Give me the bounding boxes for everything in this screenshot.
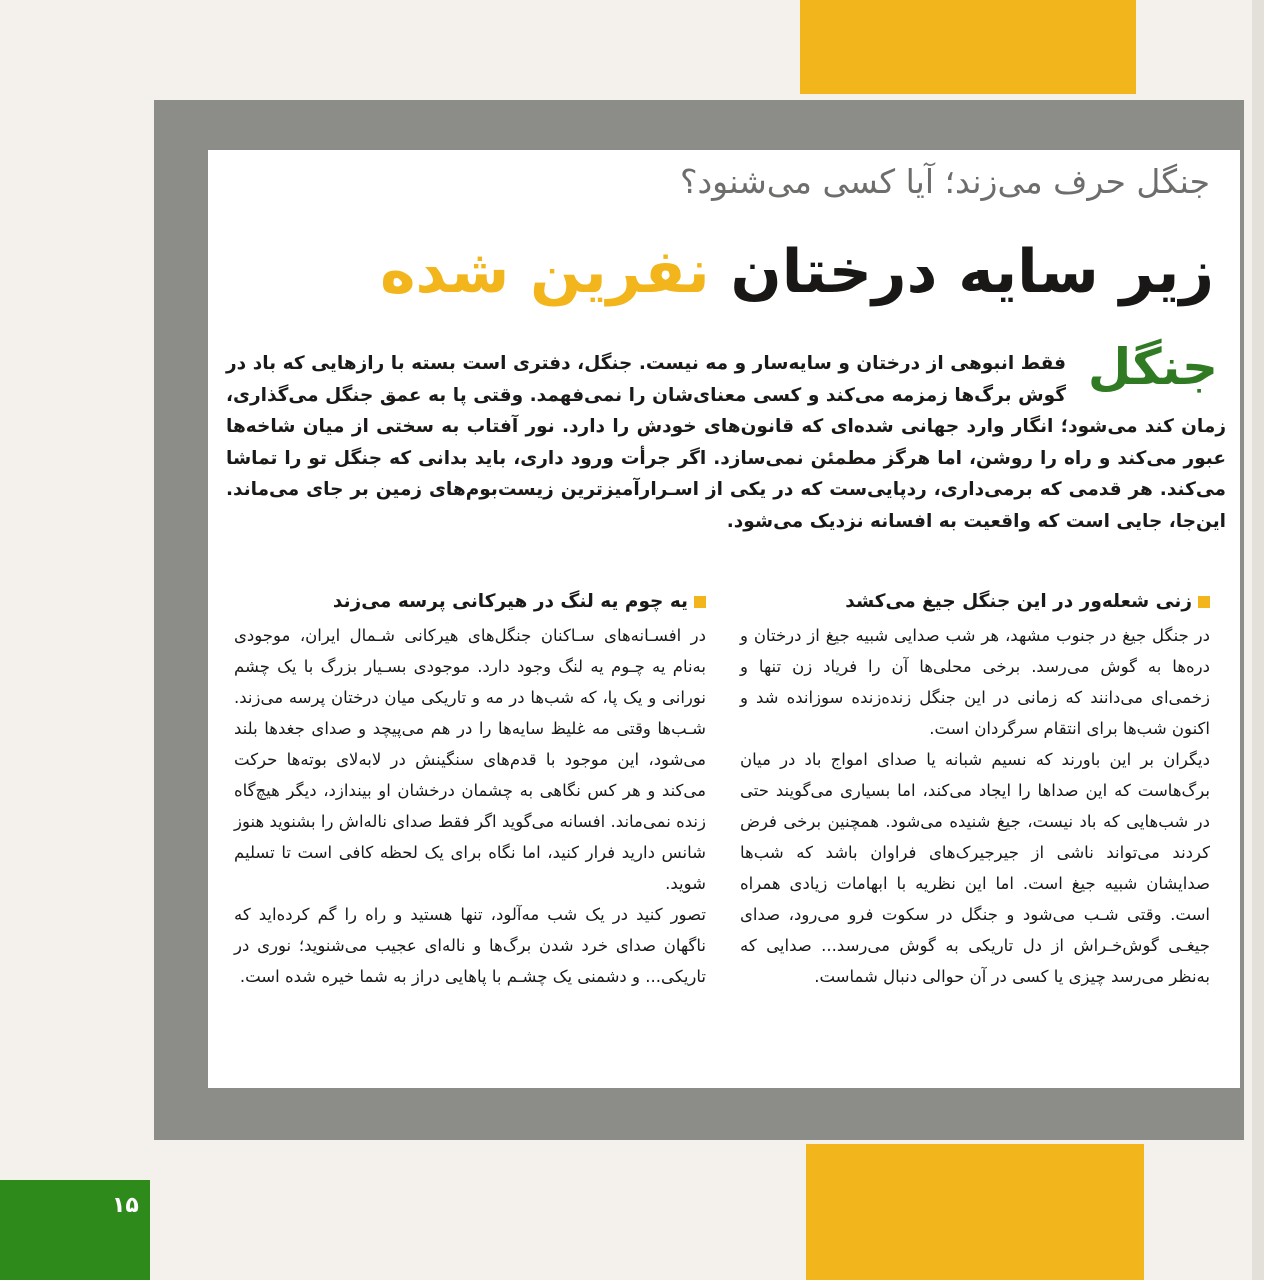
headline-main: زیر سایه درختان	[709, 237, 1214, 307]
drop-word: جنگل	[1087, 338, 1218, 396]
section-paragraph: تصور کنید در یک شب مه‌آلود، تنها هستید و راه را گم کرده‌اید که ناگهان صدای خرد شدن برگ‌ها و ناله‌ای عجیب می‌شنوید؛ نوری در تاریکی... و دشمنی یک چشـم با پاهایی دراز به شما خیره شده است.	[234, 905, 706, 986]
page-number: ۱۵	[112, 1193, 139, 1218]
square-bullet-icon	[1198, 596, 1210, 608]
page-edge	[1252, 0, 1264, 1280]
section-paragraph: در جنگل جیغ در جنوب مشهد، هر شب صدایی شبیه جیغ از درختان و دره‌ها به گوش می‌رسد. برخی محلی‌ها آن را فریاد زن تنها و زخمی‌ای می‌دانند که زمانی در این جنگل زنده‌زنده سوزانده شد و اکنون شب‌ها برای انتقام سرگردان است.	[740, 626, 1210, 738]
section-paragraph: دیگران بر این باورند که نسیم شبانه یا صدای امواج باد در میان برگ‌هاست که این صداها را ایجاد می‌کند، اما بسیاری می‌گویند حتی در شب‌هایی که باد نیست، جیغ شنیده می‌شود. همچنین برخی فرض کردند می‌تواند ناشی از جیرجیرک‌های فراوان باشد که شب‌ها صدایشان شبیه جیغ است. اما این نظریه با ابهامات زیادی همراه است. وقتی شـب می‌شود و جنگل در سکوت فرو می‌رود، صدای جیغـی گوش‌خـراش از دل تاریکی به گوش می‌رسد... صدایی که به‌نظر می‌رسد چیزی یا کسی در آن حوالی دنبال شماست.	[740, 750, 1210, 986]
article-headline	[380, 237, 1214, 307]
headline-accent: نفرین شده	[380, 237, 710, 307]
intro-text: فقط انبوهی از درختان و سایه‌سار و مه نیست. جنگل، دفتری است بسته با رازهایی که باد در گوش برگ‌ها زمزمه می‌کند و کسی معنای‌شان را نمی‌فهمد. وقتی پا به عمق جنگل می‌گذاری، زمان کند می‌شود؛ انگار وارد جهانی شده‌ای که قانون‌های خودش را دارد. نور آفتاب به سختی از میان شاخه‌ها عبور می‌کند و راه را روشن، اما هرگز مطمئن نمی‌سازد. اگر جرأت ورود داری، باید بدانی که جنگل تو را تماشا می‌کند. هر قدمی که برمی‌داری، ردپایی‌ست که در یکی از اسـرارآمیزترین زیست‌بوم‌های زمین بر جای می‌ماند. این‌جا، جایی است که واقعیت به افسانه نزدیک می‌شود.	[226, 353, 1226, 532]
intro-paragraph	[226, 348, 1226, 537]
section-title	[234, 586, 706, 618]
section-title-text: زنی شعله‌ور در این جنگل جیغ می‌کشد	[845, 591, 1192, 612]
section-title	[740, 586, 1210, 618]
yellow-bar-bottom	[806, 1144, 1144, 1280]
section-title-text: یه چوم یه لنگ در هیرکانی پرسه می‌زند	[332, 591, 688, 612]
column-left	[234, 586, 706, 992]
article-kicker: جنگل حرف می‌زند؛ آیا کسی می‌شنود؟	[679, 162, 1210, 201]
square-bullet-icon	[694, 596, 706, 608]
section-paragraph: در افسـانه‌های سـاکنان جنگل‌های هیرکانی شـمال ایران، موجودی به‌نام یه چـوم یه لنگ وجود دارد. موجودی بسـیار بزرگ با یک چشم نورانی و یک پا، که شب‌ها در مه و تاریکی میان درختان پرسه می‌زند. شـب‌ها وقتی مه غلیظ سایه‌ها را در هم می‌پیچد و صدای جغدها بلند می‌شود، این موجود با قدم‌های سنگینش در لابه‌لای بوته‌ها حرکت می‌کند و هر کس نگاهی به چشمان درخشان او بیندازد، دیگر هیچ‌گاه زنده نمی‌ماند. افسانه می‌گوید اگر فقط صدای ناله‌اش را بشنوید هنوز شانس دارید فرار کنید، اما نگاه برای یک لحظه کافی است تا تسلیم شوید.	[234, 626, 706, 893]
column-right	[740, 586, 1210, 992]
article-panel	[208, 150, 1240, 1088]
yellow-bar-top	[800, 0, 1136, 94]
intro-float-spacer	[1066, 348, 1226, 408]
